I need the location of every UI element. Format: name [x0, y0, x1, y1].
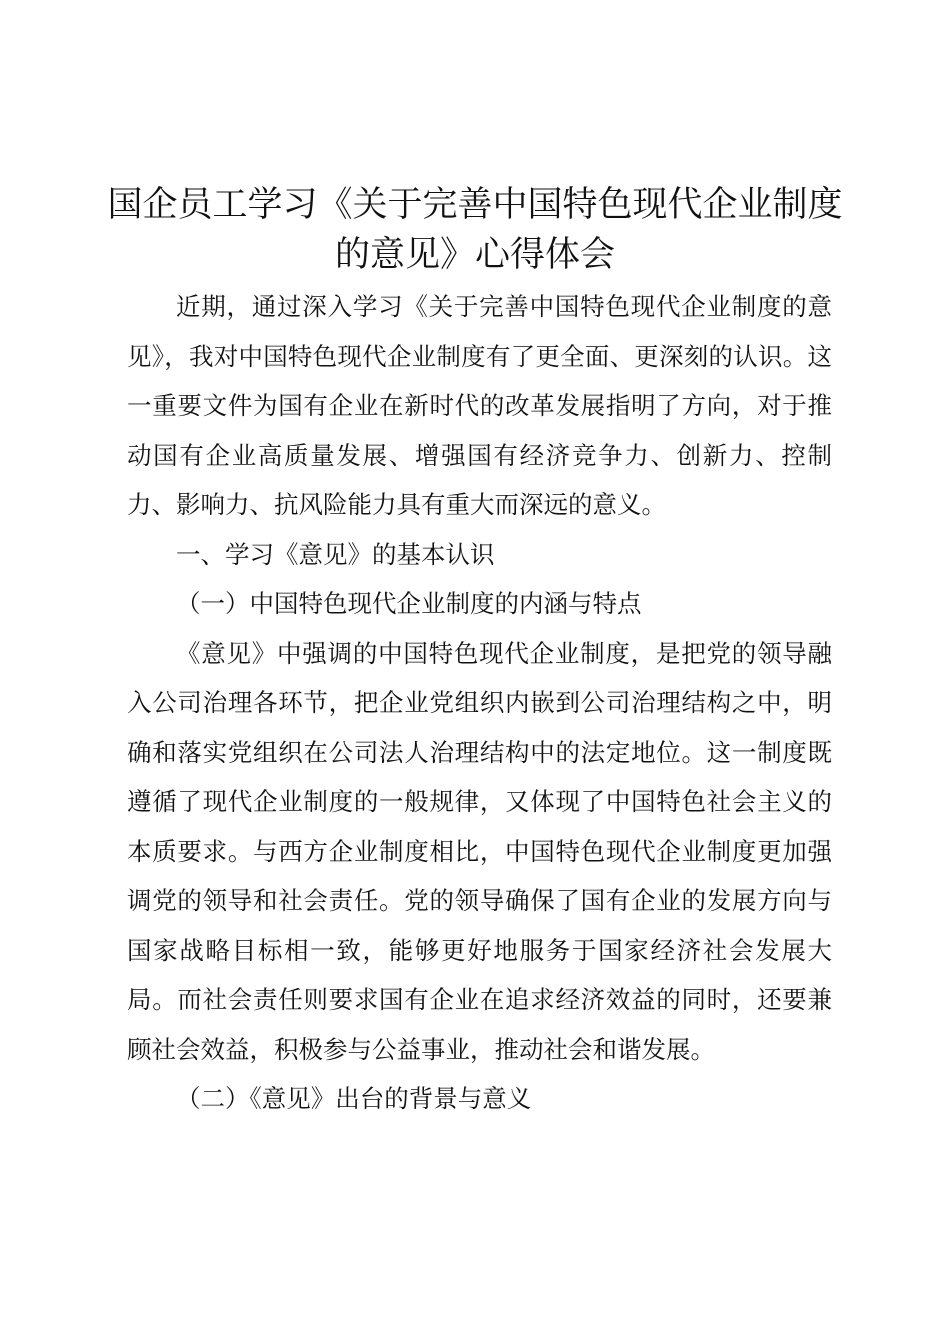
- document-title: 国企员工学习《关于完善中国特色现代企业制度的意见》心得体会: [107, 185, 843, 275]
- subsection-heading-1: （一）中国特色现代企业制度的内涵与特点: [176, 589, 642, 618]
- section-heading-1: 一、学习《意见》的基本认识: [176, 539, 495, 569]
- document-body: [127, 282, 832, 1124]
- subsection-heading-2: （二）《意见》出台的背景与意义: [176, 1084, 532, 1113]
- intro-paragraph: 近期，通过深入学习《关于完善中国特色现代企业制度的意见》，我对中国特色现代企业制度有了更全面、更深刻的认识。这一重要文件为国有企业在新时代的改革发展指明了方向，对于推动国有企业高质量发展、增强国有经济竞争力、创新力、控制力、影响力、抗风险能力具有重大而深远的意义。: [127, 292, 832, 519]
- body-paragraph: 《意见》中强调的中国特色现代企业制度，是把党的领导融入公司治理各环节，把企业党组织内嵌到公司治理结构之中，明确和落实党组织在公司法人治理结构中的法定地位。这一制度既遵循了现代企业制度的一般规律，又体现了中国特色社会主义的本质要求。与西方企业制度相比，中国特色现代企业制度更加强调党的领导和社会责任。党的领导确保了国有企业的发展方向与国家战略目标相一致，能够更好地服务于国家经济社会发展大局。而社会责任则要求国有企业在追求经济效益的同时，还要兼顾社会效益，积极参与公益事业，推动社会和谐发展。: [127, 638, 832, 1064]
